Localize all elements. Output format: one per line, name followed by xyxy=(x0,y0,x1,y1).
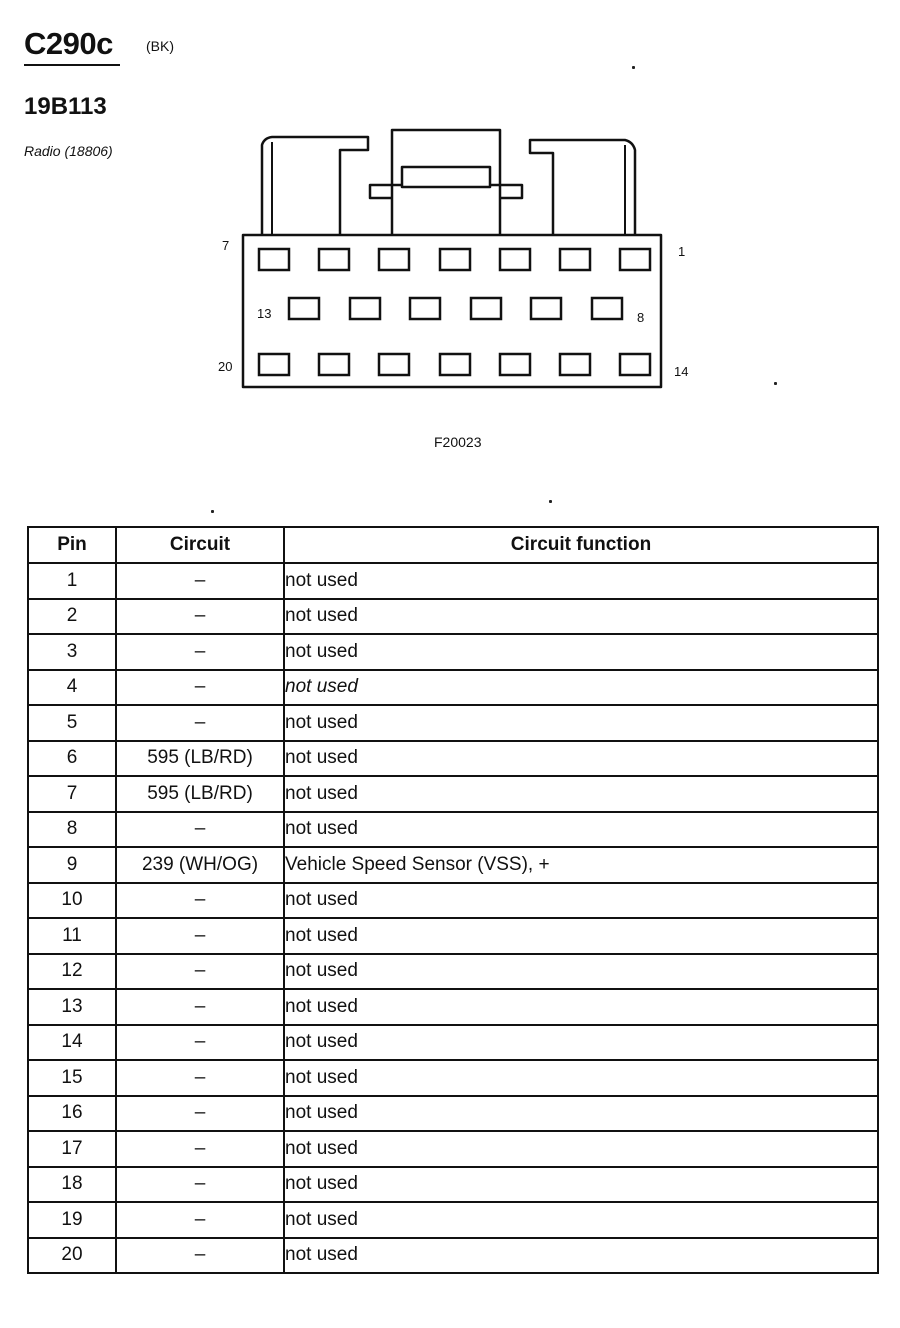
pin-label-7: 7 xyxy=(222,238,230,253)
circuit-cell: – xyxy=(116,1131,284,1167)
pin-cavity xyxy=(440,354,470,375)
table-row xyxy=(28,1025,878,1061)
scan-speck xyxy=(632,66,635,69)
pin-cavity xyxy=(289,298,319,319)
pin-label-14: 14 xyxy=(674,364,689,379)
pin-cell: 1 xyxy=(28,563,116,599)
circuit-function-cell: not used xyxy=(284,1025,878,1061)
pin-cell: 12 xyxy=(28,954,116,990)
scan-speck xyxy=(549,500,552,503)
pin-cell: 3 xyxy=(28,634,116,670)
circuit-cell: – xyxy=(116,812,284,848)
center-key-back xyxy=(392,130,500,185)
table-row xyxy=(28,599,878,635)
connector-face-diagram xyxy=(210,120,710,410)
pin-label-13: 13 xyxy=(257,306,272,321)
circuit-function-cell: not used xyxy=(284,954,878,990)
circuit-cell: – xyxy=(116,1167,284,1203)
circuit-function-cell: not used xyxy=(284,918,878,954)
circuit-cell: 595 (LB/RD) xyxy=(116,776,284,812)
circuit-function-cell: not used xyxy=(284,599,878,635)
circuit-cell: 595 (LB/RD) xyxy=(116,741,284,777)
circuit-cell: – xyxy=(116,563,284,599)
circuit-cell: – xyxy=(116,705,284,741)
pin-cavity xyxy=(500,354,530,375)
center-key xyxy=(370,185,522,235)
connector-id-underline xyxy=(24,64,120,66)
table-row xyxy=(28,847,878,883)
circuit-cell: – xyxy=(116,1025,284,1061)
table-row xyxy=(28,883,878,919)
pin-cavity xyxy=(259,354,289,375)
circuit-function-cell: not used xyxy=(284,776,878,812)
pin-cell: 13 xyxy=(28,989,116,1025)
circuit-function-cell: not used xyxy=(284,1238,878,1274)
pin-cell: 19 xyxy=(28,1202,116,1238)
circuit-function-cell: not used xyxy=(284,634,878,670)
circuit-cell: – xyxy=(116,599,284,635)
table-header-row xyxy=(28,527,878,563)
figure-id: F20023 xyxy=(434,434,482,450)
pin-cavity xyxy=(440,249,470,270)
connector-body xyxy=(243,235,661,387)
circuit-cell: – xyxy=(116,1238,284,1274)
pinout-table xyxy=(27,526,879,1274)
pin-cavity xyxy=(531,298,561,319)
connector-color-code: (BK) xyxy=(146,38,174,54)
pin-cell: 8 xyxy=(28,812,116,848)
pin-cavity xyxy=(319,354,349,375)
table-row xyxy=(28,1202,878,1238)
table-row xyxy=(28,1167,878,1203)
circuit-function-cell: not used xyxy=(284,1131,878,1167)
scan-speck xyxy=(774,382,777,385)
table-row xyxy=(28,989,878,1025)
circuit-function-cell: Vehicle Speed Sensor (VSS), + xyxy=(284,847,878,883)
part-number: 19B113 xyxy=(24,93,107,120)
table-row xyxy=(28,918,878,954)
table-row xyxy=(28,670,878,706)
component-name: Radio (18806) xyxy=(24,143,113,159)
circuit-function-cell: not used xyxy=(284,812,878,848)
pin-cavity xyxy=(410,298,440,319)
circuit-function-cell: not used xyxy=(284,741,878,777)
pin-cavity xyxy=(259,249,289,270)
circuit-cell: – xyxy=(116,670,284,706)
left-latch xyxy=(262,137,368,235)
pin-cavity xyxy=(620,354,650,375)
pin-cell: 11 xyxy=(28,918,116,954)
table-row xyxy=(28,812,878,848)
circuit-function-cell: not used xyxy=(284,705,878,741)
circuit-function-cell: not used xyxy=(284,883,878,919)
pin-cavity xyxy=(500,249,530,270)
header-circuit: Circuit xyxy=(116,527,284,563)
circuit-cell: 239 (WH/OG) xyxy=(116,847,284,883)
pin-label-20: 20 xyxy=(218,359,233,374)
header-pin: Pin xyxy=(28,527,116,563)
table-row xyxy=(28,1096,878,1132)
circuit-cell: – xyxy=(116,1096,284,1132)
pin-cavity xyxy=(379,354,409,375)
pin-cell: 14 xyxy=(28,1025,116,1061)
table-row xyxy=(28,563,878,599)
circuit-function-cell: not used xyxy=(284,670,878,706)
table-row xyxy=(28,634,878,670)
pin-cell: 9 xyxy=(28,847,116,883)
pin-cell: 6 xyxy=(28,741,116,777)
table-row xyxy=(28,1238,878,1274)
pin-cell: 10 xyxy=(28,883,116,919)
table-row xyxy=(28,776,878,812)
pin-cavity xyxy=(620,249,650,270)
pin-cell: 4 xyxy=(28,670,116,706)
circuit-function-cell: not used xyxy=(284,1202,878,1238)
circuit-cell: – xyxy=(116,989,284,1025)
pin-cell: 18 xyxy=(28,1167,116,1203)
pin-label-1: 1 xyxy=(678,244,686,259)
circuit-function-cell: not used xyxy=(284,1096,878,1132)
pin-cell: 7 xyxy=(28,776,116,812)
circuit-cell: – xyxy=(116,883,284,919)
pin-cavity xyxy=(471,298,501,319)
circuit-cell: – xyxy=(116,954,284,990)
center-key-top xyxy=(402,167,490,187)
connector-id: C290c xyxy=(24,26,113,61)
pin-cell: 15 xyxy=(28,1060,116,1096)
circuit-cell: – xyxy=(116,634,284,670)
circuit-cell: – xyxy=(116,1202,284,1238)
circuit-function-cell: not used xyxy=(284,1167,878,1203)
pin-cell: 20 xyxy=(28,1238,116,1274)
table-row xyxy=(28,741,878,777)
scan-speck xyxy=(211,510,214,513)
pin-cavity xyxy=(560,354,590,375)
table-row xyxy=(28,705,878,741)
pin-cavity xyxy=(560,249,590,270)
right-latch xyxy=(530,140,635,235)
pin-cell: 17 xyxy=(28,1131,116,1167)
header-circuit-function: Circuit function xyxy=(284,527,878,563)
pin-cell: 5 xyxy=(28,705,116,741)
table-row xyxy=(28,1131,878,1167)
connector-drawing xyxy=(210,120,710,410)
table-row xyxy=(28,954,878,990)
table-row xyxy=(28,1060,878,1096)
circuit-cell: – xyxy=(116,918,284,954)
pin-cell: 2 xyxy=(28,599,116,635)
pin-cavity xyxy=(319,249,349,270)
pin-label-8: 8 xyxy=(637,310,645,325)
pin-cell: 16 xyxy=(28,1096,116,1132)
pin-cavity xyxy=(592,298,622,319)
circuit-function-cell: not used xyxy=(284,989,878,1025)
pin-cavity xyxy=(379,249,409,270)
circuit-function-cell: not used xyxy=(284,1060,878,1096)
circuit-function-cell: not used xyxy=(284,563,878,599)
circuit-cell: – xyxy=(116,1060,284,1096)
pin-cavity xyxy=(350,298,380,319)
